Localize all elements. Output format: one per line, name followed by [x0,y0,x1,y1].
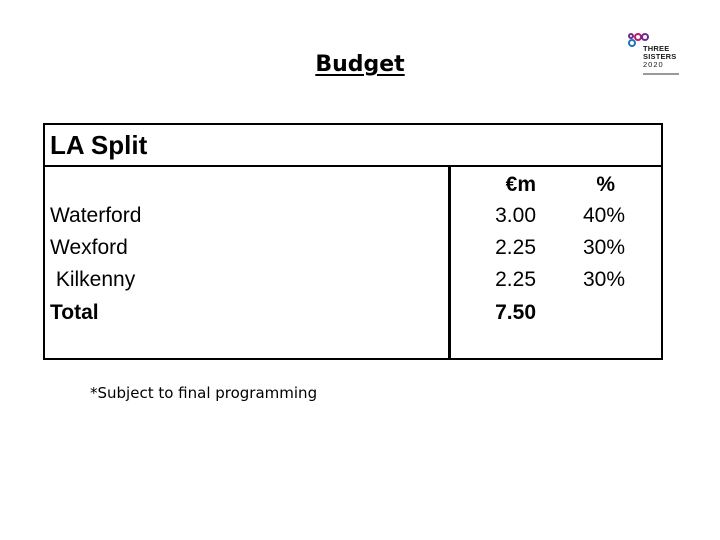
footnote: *Subject to final programming [90,384,318,402]
amount-column-header: €m [505,173,536,196]
row-amount: 2.25 [495,268,536,291]
logo-text-line2: SISTERS [643,52,677,61]
total-label: Total [50,301,99,324]
table-header-row [45,125,661,167]
row-name: Waterford [50,204,142,227]
row-percent: 40% [582,204,625,227]
table-title: LA Split [50,130,148,160]
row-amount: 2.25 [495,236,536,259]
percent-column-header: % [596,173,615,196]
row-name: Wexford [50,236,128,259]
logo-text-line3: 2020 [643,60,664,69]
column-divider [448,165,451,358]
row-name: Kilkenny [50,268,136,291]
row-amount: 3.00 [495,204,536,227]
row-percent: 30% [582,268,625,291]
three-sisters-logo [626,33,684,81]
la-split-table [43,123,663,360]
row-percent: 30% [582,236,625,259]
logo-tagline [643,73,679,75]
slide-title: Budget [315,52,405,77]
logo-text-line1: THREE [643,44,670,53]
total-amount: 7.50 [495,301,536,324]
